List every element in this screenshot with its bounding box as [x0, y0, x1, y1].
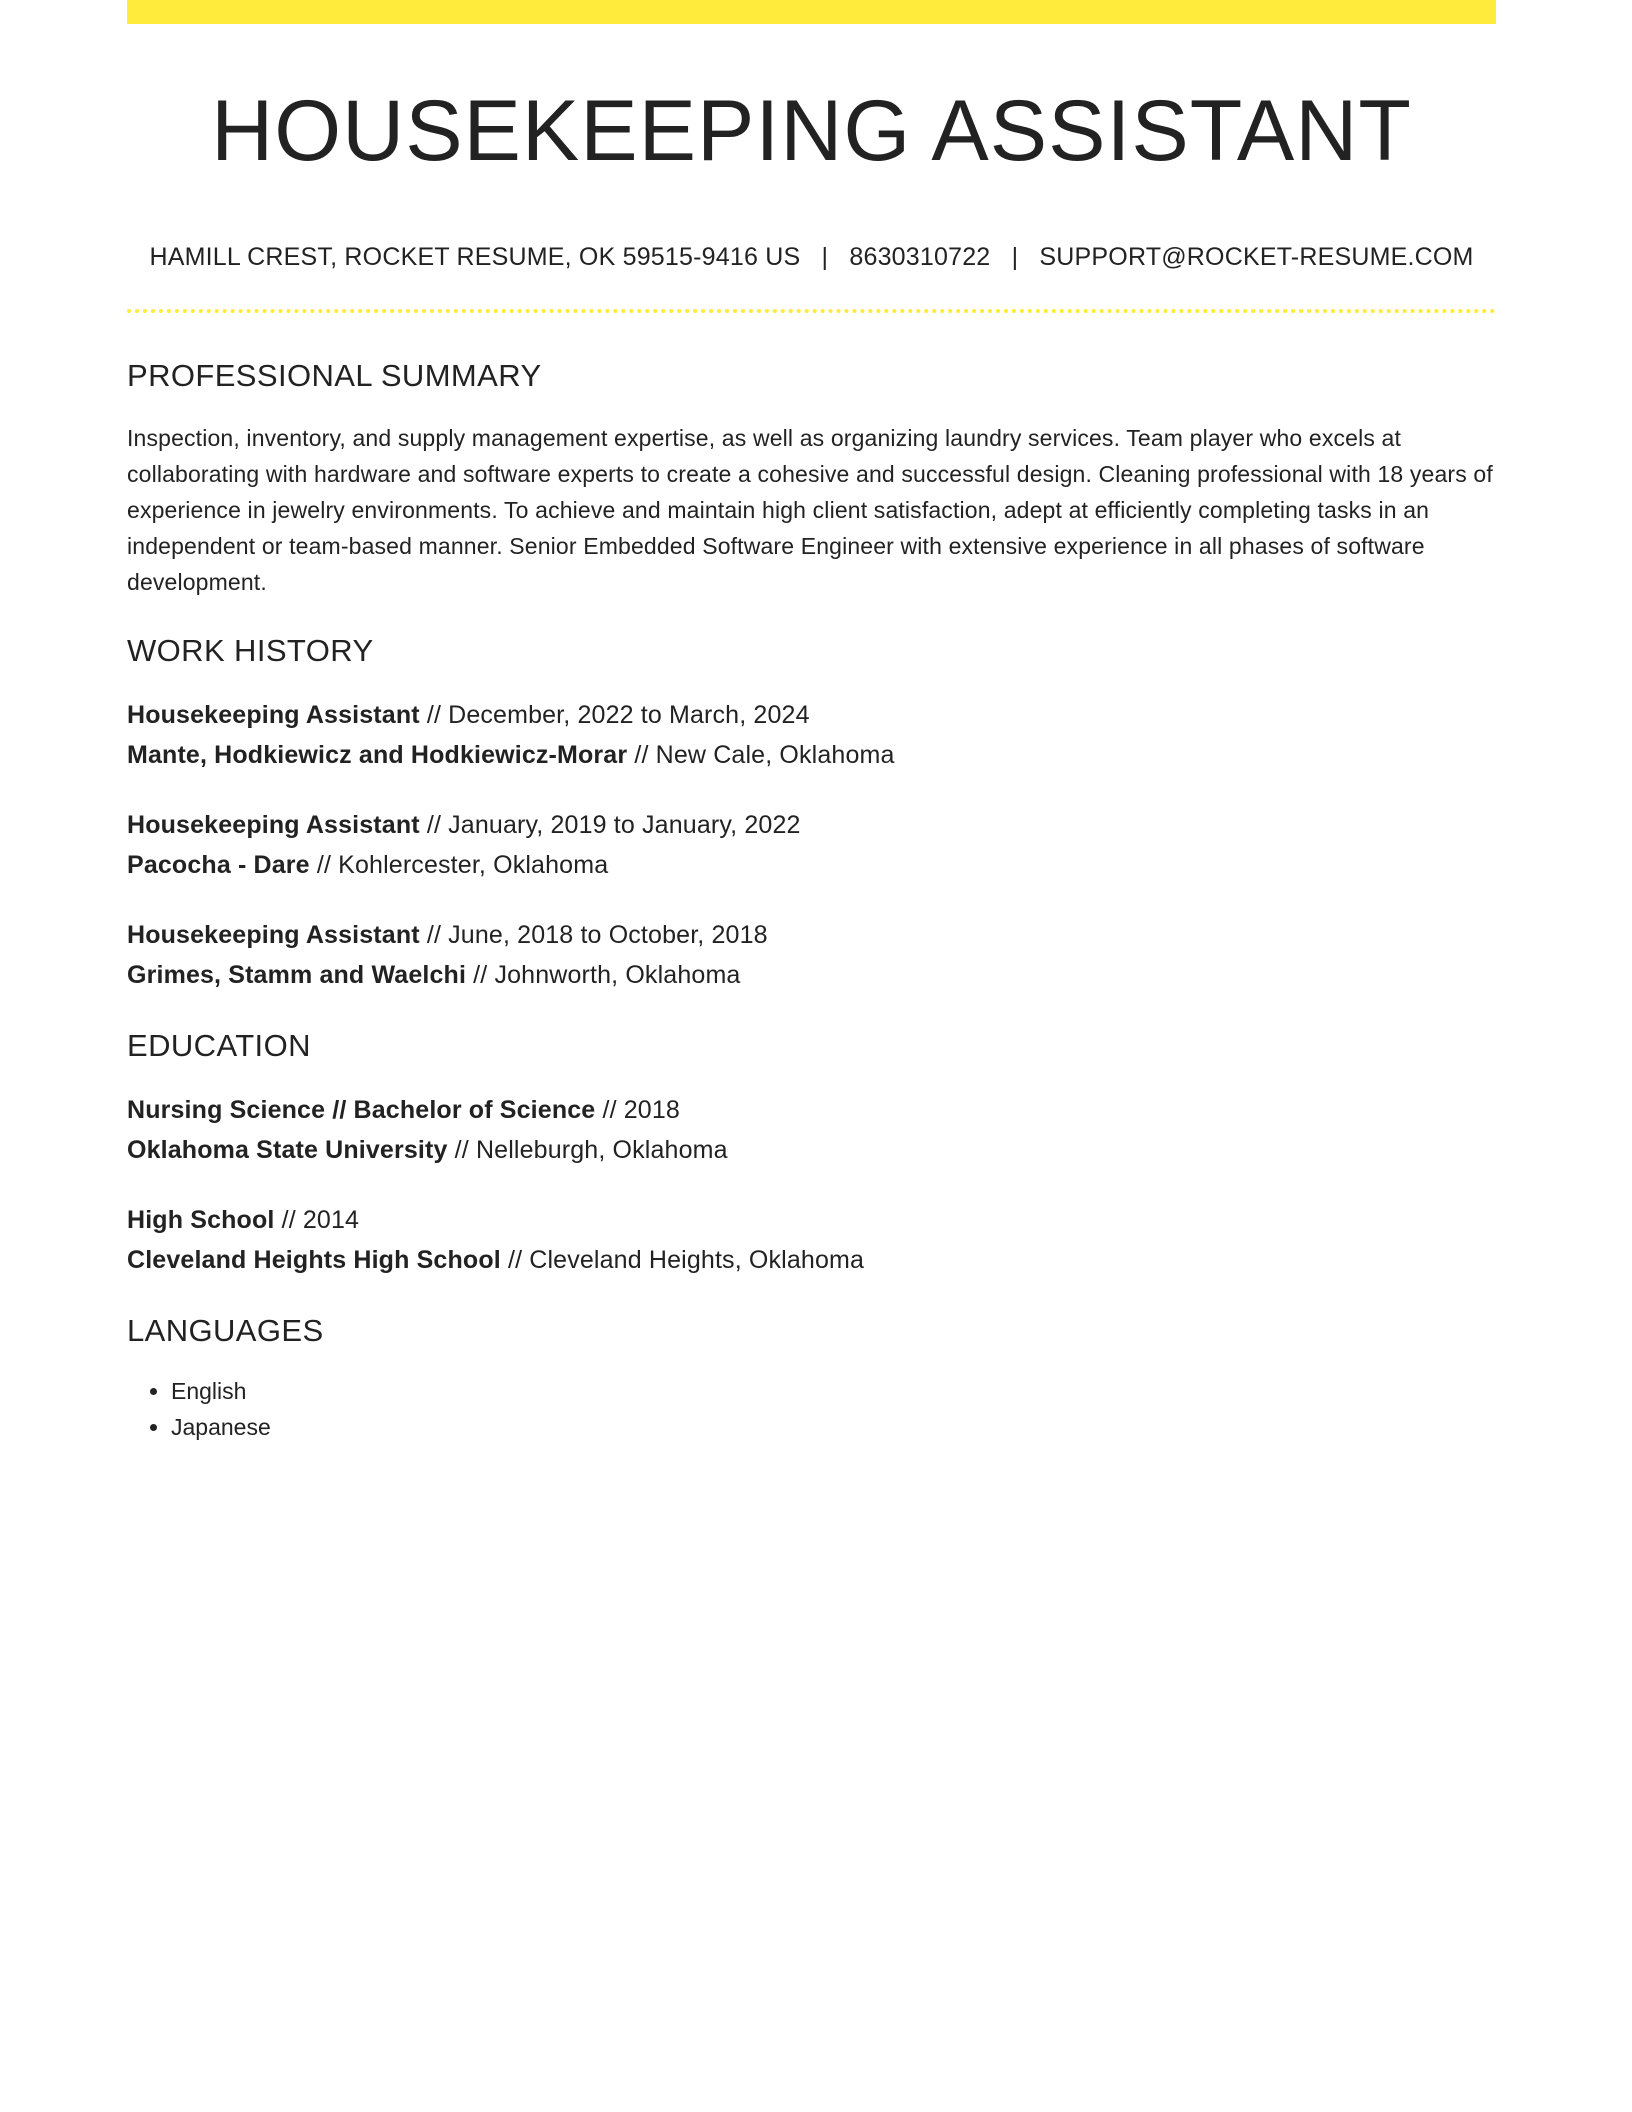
- work-role-line: [127, 915, 1496, 955]
- education-entry: [127, 1090, 1496, 1170]
- languages-heading: LANGUAGES: [127, 1313, 324, 1349]
- education-school: Oklahoma State University: [127, 1136, 448, 1165]
- dotted-divider: [127, 309, 1496, 313]
- work-location: // Johnworth, Oklahoma: [473, 960, 741, 989]
- work-role-line: [127, 805, 1496, 845]
- education-degree: Nursing Science // Bachelor of Science: [127, 1096, 596, 1125]
- education-list: [127, 1090, 1496, 1280]
- work-dates: // June, 2018 to October, 2018: [426, 920, 768, 949]
- contact-address: HAMILL CREST, ROCKET RESUME, OK 59515-9416 US: [149, 242, 801, 271]
- work-history-list: [127, 695, 1496, 995]
- work-location: // New Cale, Oklahoma: [634, 740, 895, 769]
- languages-list: [127, 1373, 1496, 1445]
- work-company: Mante, Hodkiewicz and Hodkiewicz-Morar: [127, 740, 628, 769]
- accent-bar: [127, 0, 1496, 24]
- summary-text: Inspection, inventory, and supply management expertise, as well as organizing laundry services. Team player who excels at collaborating with hardware and software experts to create a cohesive and successful design. Cleaning professional with 18 years of experience in jewelry environments. To achieve and maintain high client satisfaction, adept at efficiently completing tasks in an independent or team-based manner. Senior Embedded Software Engineer with extensive experience in all phases of software development.: [127, 424, 1493, 595]
- work-company-line: [127, 845, 1496, 885]
- list-item: • English: [171, 1373, 1496, 1409]
- education-location: // Nelleburgh, Oklahoma: [454, 1136, 728, 1165]
- work-dates: // December, 2022 to March, 2024: [426, 700, 810, 729]
- list-item: • Japanese: [171, 1409, 1496, 1445]
- education-school: Cleveland Heights High School: [127, 1246, 501, 1275]
- education-location: // Cleveland Heights, Oklahoma: [507, 1246, 865, 1275]
- education-degree-line: [127, 1200, 1496, 1240]
- contact-separator: |: [1011, 242, 1019, 271]
- education-year: // 2014: [281, 1206, 360, 1235]
- education-school-line: [127, 1130, 1496, 1170]
- work-location: // Kohlercester, Oklahoma: [316, 850, 609, 879]
- work-company: Pacocha - Dare: [127, 850, 310, 879]
- education-degree: High School: [127, 1206, 275, 1235]
- summary-heading: PROFESSIONAL SUMMARY: [127, 357, 542, 393]
- education-year: // 2018: [602, 1096, 680, 1125]
- contact-phone: 8630310722: [849, 242, 991, 271]
- work-role: Housekeeping Assistant: [127, 920, 420, 949]
- work-history-heading: WORK HISTORY: [127, 632, 374, 668]
- work-role: Housekeeping Assistant: [127, 700, 420, 729]
- work-entry: [127, 915, 1496, 995]
- contact-line: [127, 243, 1496, 272]
- work-company-line: [127, 735, 1496, 775]
- work-role: Housekeeping Assistant: [127, 810, 420, 839]
- work-dates: // January, 2019 to January, 2022: [426, 810, 801, 839]
- work-entry: [127, 695, 1496, 775]
- education-entry: [127, 1200, 1496, 1280]
- work-role-line: [127, 695, 1496, 735]
- education-heading: EDUCATION: [127, 1027, 311, 1063]
- page-title: HOUSEKEEPING ASSISTANT: [211, 83, 1412, 179]
- contact-email: SUPPORT@ROCKET-RESUME.COM: [1039, 242, 1474, 271]
- work-company: Grimes, Stamm and Waelchi: [127, 960, 467, 989]
- contact-separator: |: [821, 242, 829, 271]
- work-entry: [127, 805, 1496, 885]
- resume-page: [127, 0, 1496, 1445]
- education-degree-line: [127, 1090, 1496, 1130]
- education-school-line: [127, 1240, 1496, 1280]
- work-company-line: [127, 955, 1496, 995]
